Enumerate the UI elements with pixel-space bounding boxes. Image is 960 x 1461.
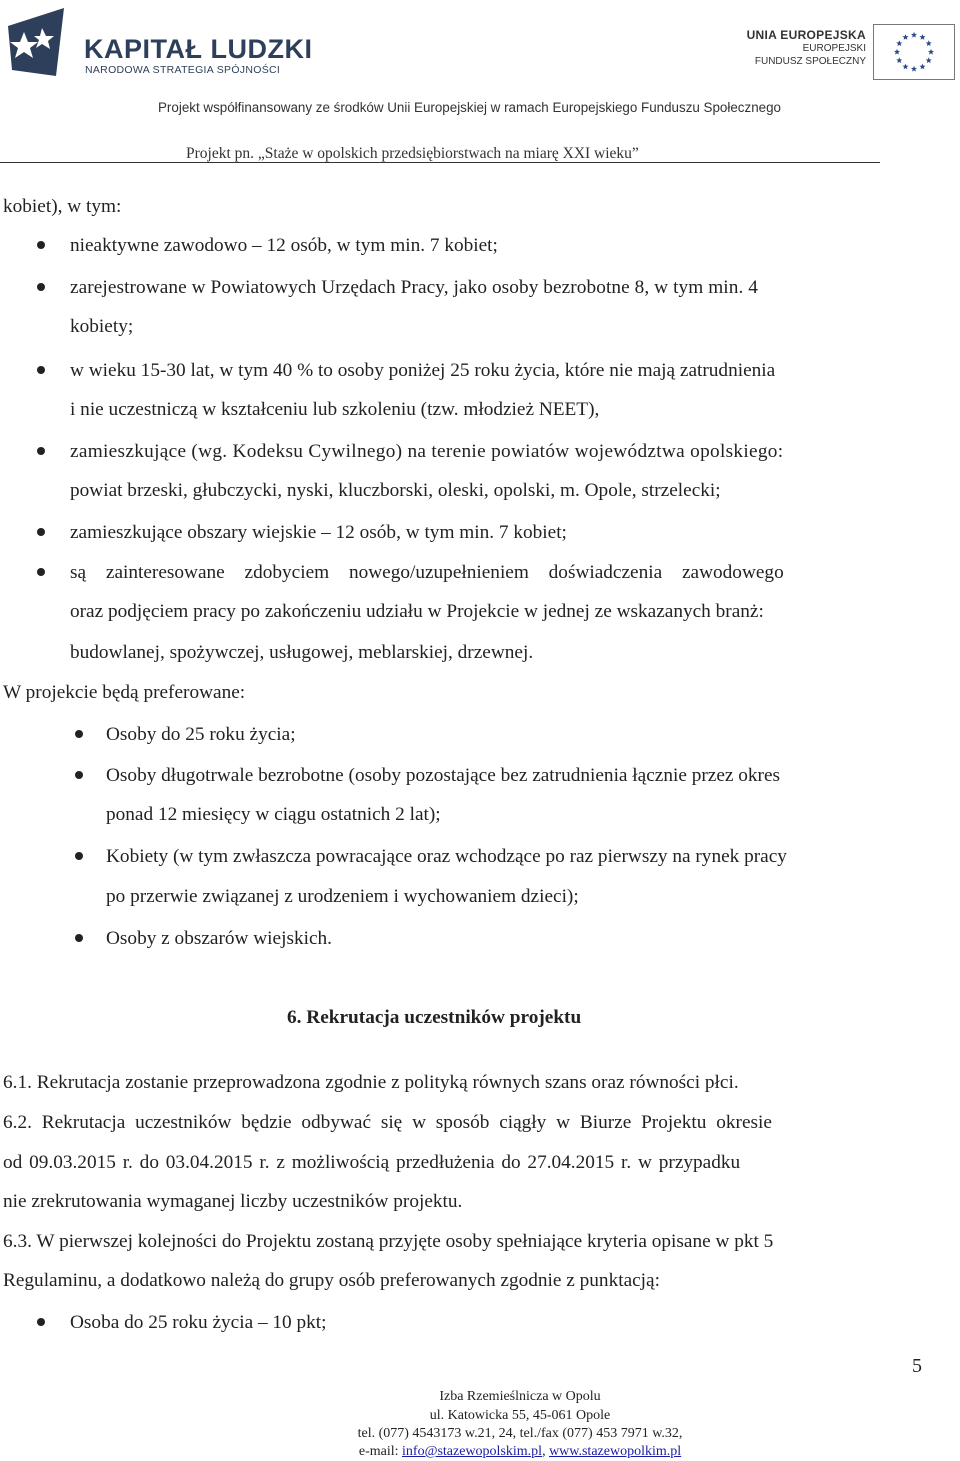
bullet-icon xyxy=(37,1318,45,1326)
eu-flag-icon xyxy=(873,24,955,80)
bullet-icon xyxy=(37,241,45,249)
eu-label-block xyxy=(720,28,866,68)
kapital-ludzki-logo xyxy=(6,6,66,78)
paragraph-line: 6.1. Rekrutacja zostanie przeprowadzona zgodnie z polityką równych szans oraz równości płci. xyxy=(3,1072,739,1093)
list-item: nieaktywne zawodowo – 12 osób, w tym min. 7 kobiet; xyxy=(70,235,498,256)
email-label: e-mail: xyxy=(358,1444,399,1459)
list-item-continuation: budowlanej, spożywczej, usługowej, meblarskiej, drzewnej. xyxy=(70,642,534,663)
footer-phones: tel. (077) 4543173 w.21, 24, tel./fax (077) 453 7971 w.32, xyxy=(357,1426,683,1441)
bullet-icon xyxy=(37,528,45,536)
list-item: Osoba do 25 roku życia – 10 pkt; xyxy=(70,1312,327,1333)
bullet-icon xyxy=(37,366,45,374)
logo-title: KAPITAŁ LUDZKI xyxy=(84,34,313,64)
eu-title: UNIA EUROPEJSKA xyxy=(746,28,866,42)
paragraph-line: Regulaminu, a dodatkowo należą do grupy osób preferowanych zgodnie z punktacją: xyxy=(3,1270,660,1291)
paragraph-line: 6.2. Rekrutacja uczestników będzie odbywać się w sposób ciągły w Biurze Projektu okresie xyxy=(3,1112,772,1133)
list-item-continuation: powiat brzeski, głubczycki, nyski, kluczborski, oleski, opolski, m. Opole, strzelecki; xyxy=(70,480,721,501)
paragraph-line: 6.3. W pierwszej kolejności do Projektu zostaną przyjęte osoby spełniające kryteria opisane w pkt 5 xyxy=(3,1231,774,1252)
list-item: zamieszkujące (wg. Kodeksu Cywilnego) na terenie powiatów województwa opolskiego: xyxy=(70,441,784,462)
eu-fund-line-2: FUNDUSZ SPOŁECZNY xyxy=(754,56,866,67)
cofinancing-note: Projekt współfinansowany ze środków Unii Europejskiej w ramach Europejskiego Funduszu Społecznego xyxy=(158,100,781,115)
bullet-icon xyxy=(75,730,83,738)
list-item: Osoby z obszarów wiejskich. xyxy=(106,928,332,949)
footer-contact xyxy=(0,1444,960,1460)
footer-address: ul. Katowicka 55, 45-061 Opole xyxy=(429,1408,611,1423)
bullet-icon xyxy=(37,568,45,576)
list-item: zarejestrowane w Powiatowych Urzędach Pracy, jako osoby bezrobotne 8, w tym min. 4 xyxy=(70,277,758,298)
paragraph-line: nie zrekrutowania wymaganej liczby uczestników projektu. xyxy=(3,1191,463,1212)
bullet-icon xyxy=(37,447,45,455)
bullet-icon xyxy=(75,771,83,779)
text-line: kobiet), w tym: xyxy=(3,196,122,217)
email-link[interactable]: info@stazewopolskim.pl xyxy=(402,1444,543,1459)
section-heading: 6. Rekrutacja uczestników projektu xyxy=(287,1007,582,1028)
list-item: w wieku 15-30 lat, w tym 40 % to osoby poniżej 25 roku życia, które nie mają zatrudnienia xyxy=(70,360,776,381)
list-item-continuation: ponad 12 miesięcy w ciągu ostatnich 2 lat); xyxy=(106,804,441,825)
website-link[interactable]: www.stazewopolkim.pl xyxy=(549,1444,682,1459)
paragraph-line: od 09.03.2015 r. do 03.04.2015 r. z możliwością przedłużenia do 27.04.2015 r. w przypadku xyxy=(3,1152,741,1173)
page-number: 5 xyxy=(912,1355,922,1377)
list-item-continuation: kobiety; xyxy=(70,316,134,337)
list-item: Osoby do 25 roku życia; xyxy=(106,724,296,745)
logo-subtitle: NARODOWA STRATEGIA SPÓJNOŚCI xyxy=(85,64,281,76)
contact-separator: , xyxy=(542,1444,546,1459)
bullet-icon xyxy=(37,283,45,291)
list-item: zamieszkujące obszary wiejskie – 12 osób, w tym min. 7 kobiet; xyxy=(70,522,567,543)
list-item-continuation: oraz podjęciem pracy po zakończeniu udziału w Projekcie w jednej ze wskazanych branż: xyxy=(70,601,764,622)
bullet-icon xyxy=(75,852,83,860)
list-item-continuation: po przerwie związanej z urodzeniem i wychowaniem dzieci); xyxy=(106,886,579,907)
list-item: są zainteresowane zdobyciem nowego/uzupełnieniem doświadczenia zawodowego xyxy=(70,562,784,583)
bullet-icon xyxy=(75,934,83,942)
header-divider xyxy=(0,162,880,163)
preferred-intro: W projekcie będą preferowane: xyxy=(3,682,246,703)
footer-org: Izba Rzemieślnicza w Opolu xyxy=(439,1389,601,1404)
eu-fund-line-1: EUROPEJSKI xyxy=(802,43,866,54)
project-name: Projekt pn. „Staże w opolskich przedsiębiorstwach na miarę XXI wieku” xyxy=(186,145,639,162)
list-item: Osoby długotrwale bezrobotne (osoby pozostające bez zatrudnienia łącznie przez okres xyxy=(106,765,781,786)
list-item: Kobiety (w tym zwłaszcza powracające oraz wchodzące po raz pierwszy na rynek pracy xyxy=(106,846,787,867)
list-item-continuation: i nie uczestniczą w kształceniu lub szkoleniu (tzw. młodzież NEET), xyxy=(70,399,600,420)
